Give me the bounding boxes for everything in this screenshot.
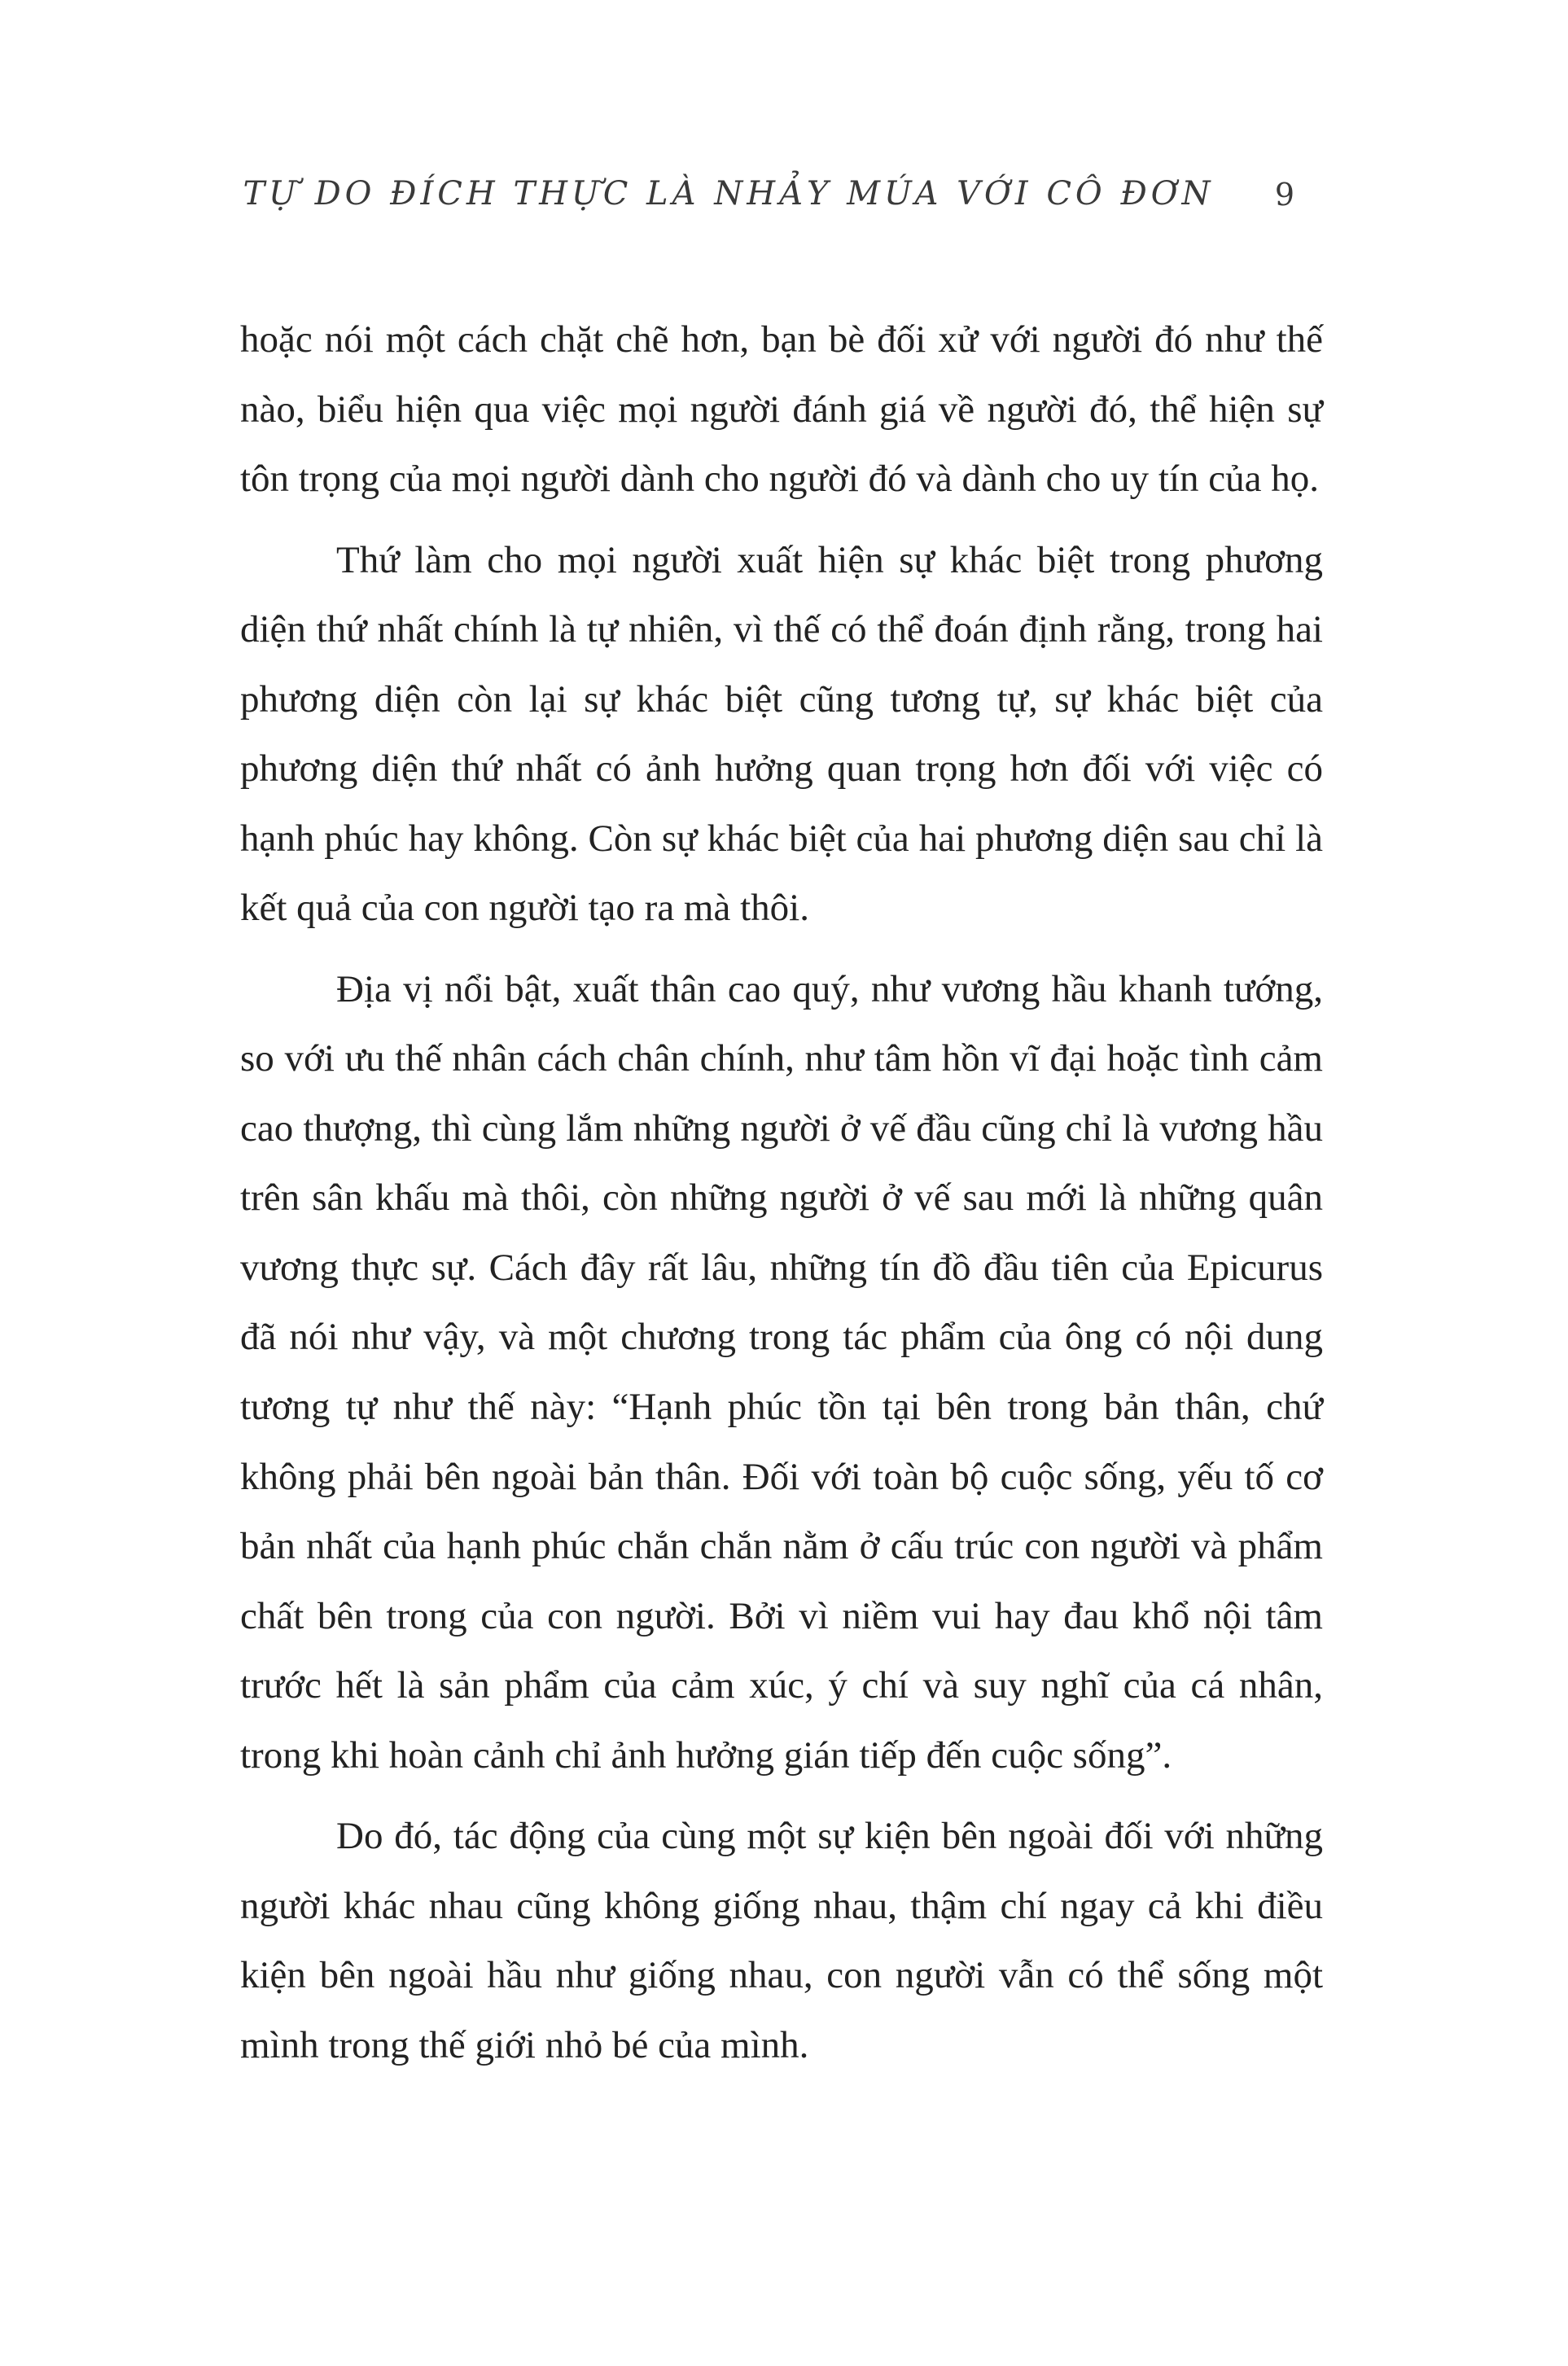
page-content <box>240 175 1323 2080</box>
paragraph-1: hoặc nói một cách chặt chẽ hơn, bạn bè đối xử với người đó như thế nào, biểu hiện qua việc mọi người đánh giá về người đó, thể hiện sự tôn trọng của mọi người dành cho người đó và dành cho uy tín của họ. <box>240 318 1323 501</box>
running-header-title: TỰ DO ĐÍCH THỰC LÀ NHẢY MÚA VỚI CÔ ĐƠN <box>243 175 1215 213</box>
body-text <box>240 305 1323 2080</box>
paragraph-4: Do đó, tác động của cùng một sự kiện bên ngoài đối với những người khác nhau cũng không giống nhau, thậm chí ngay cả khi điều kiện bên ngoài hầu như giống nhau, con người vẫn có thể sống một mình trong thế giới nhỏ bé của mình. <box>240 1815 1323 2066</box>
running-header <box>240 175 1323 248</box>
paragraph-3: Địa vị nổi bật, xuất thân cao quý, như vương hầu khanh tướng, so với ưu thế nhân cách chân chính, như tâm hồn vĩ đại hoặc tình cảm cao thượng, thì cùng lắm những người ở vế đầu cũng chỉ là vương hầu trên sân khấu mà thôi, còn những người ở vế sau mới là những quân vương thực sự. Cách đây rất lâu, những tín đồ đầu tiên của Epicurus đã nói như vậy, và một chương trong tác phẩm của ông có nội dung tương tự như thế này: “Hạnh phúc tồn tại bên trong bản thân, chứ không phải bên ngoài bản thân. Đối với toàn bộ cuộc sống, yếu tố cơ bản nhất của hạnh phúc chắn chắn nằm ở cấu trúc con người và phẩm chất bên trong của con người. Bởi vì niềm vui hay đau khổ nội tâm trước hết là sản phẩm của cảm xúc, ý chí và suy nghĩ của cá nhân, trong khi hoàn cảnh chỉ ảnh hưởng gián tiếp đến cuộc sống”. <box>240 967 1323 1777</box>
page-number: 9 <box>1274 177 1294 213</box>
paragraph-2: Thứ làm cho mọi người xuất hiện sự khác biệt trong phương diện thứ nhất chính là tự nhiên, vì thế có thể đoán định rằng, trong hai phương diện còn lại sự khác biệt cũng tương tự, sự khác biệt của phương diện thứ nhất có ảnh hưởng quan trọng hơn đối với việc có hạnh phúc hay không. Còn sự khác biệt của hai phương diện sau chỉ là kết quả của con người tạo ra mà thôi. <box>240 538 1323 930</box>
